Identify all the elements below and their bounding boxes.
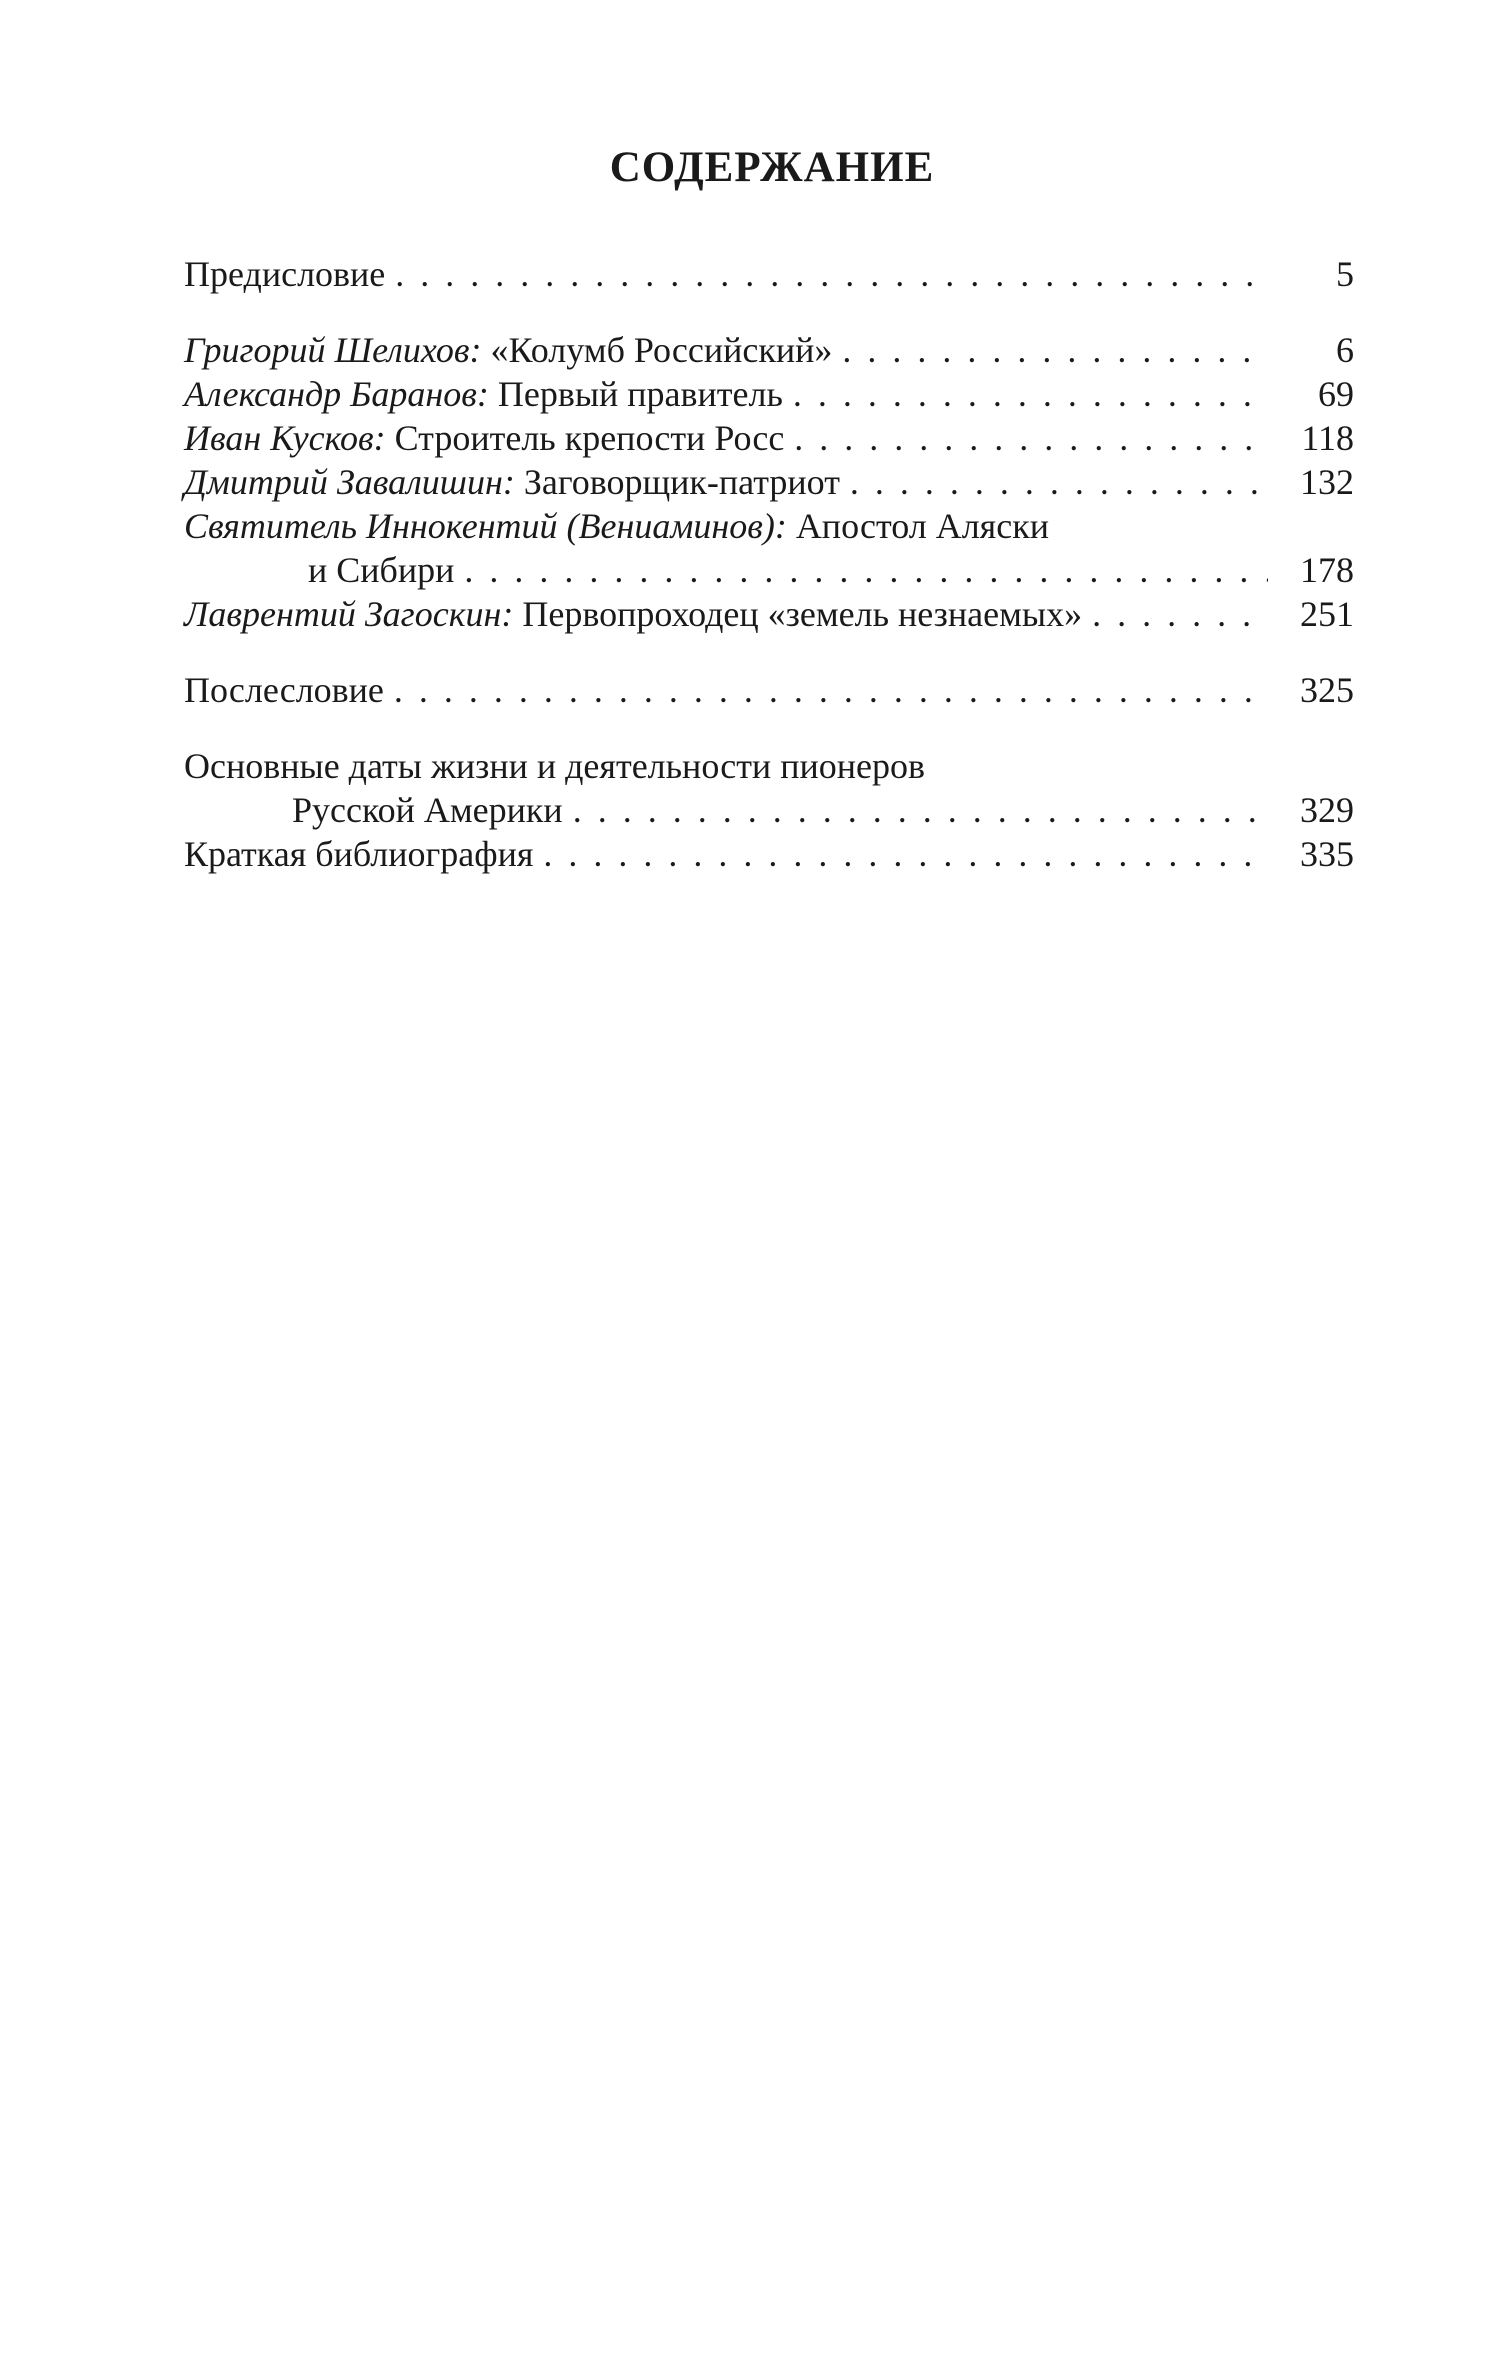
toc-page-number: 132: [1300, 462, 1354, 502]
leader-dots: [793, 372, 1268, 416]
chapter-title: Первый правитель: [488, 374, 783, 414]
chapter-author: Лаврентий Загоскин:: [184, 594, 514, 634]
toc-label: [184, 372, 783, 416]
toc-label: Краткая библиография: [184, 834, 534, 874]
toc-label: [184, 592, 1082, 636]
page-title: СОДЕРЖАНИЕ: [609, 144, 935, 191]
toc-entry-chapter-6[interactable]: [184, 592, 1354, 636]
toc-page-number: 325: [1300, 670, 1354, 710]
chapter-title: Заговорщик-патриот: [514, 462, 840, 502]
table-of-contents: [184, 252, 1354, 876]
toc-entry-chapter-3[interactable]: [184, 416, 1354, 460]
toc-entry-chapter-5[interactable]: [184, 504, 1354, 592]
chapter-title: Первопроходец «земель незнаемых»: [513, 594, 1083, 634]
toc-page-number: 335: [1300, 834, 1354, 874]
leader-dots: [543, 832, 1268, 876]
toc-entry-chapter-2[interactable]: [184, 372, 1354, 416]
toc-label: [184, 504, 1049, 548]
toc-entry-bibliography[interactable]: [184, 832, 1354, 876]
toc-label: [184, 460, 840, 504]
toc-entry-preface[interactable]: [184, 252, 1354, 296]
toc-label: [184, 328, 832, 372]
chapter-title-continued: и Сибири: [308, 550, 455, 590]
toc-page-number: 5: [1336, 254, 1354, 294]
chapter-author: Иван Кусков:: [184, 418, 386, 458]
toc-label: Основные даты жизни и деятельности пионеров: [184, 746, 925, 786]
toc-page-number: 178: [1300, 550, 1354, 590]
leader-dots: [1092, 592, 1268, 636]
toc-page-number: 329: [1300, 790, 1354, 830]
leader-dots: [842, 328, 1268, 372]
toc-label: [184, 416, 784, 460]
toc-entry-chapter-1[interactable]: [184, 328, 1354, 372]
leader-dots: [395, 252, 1268, 296]
chapter-title: Строитель крепости Росс: [385, 418, 785, 458]
toc-page-number: 69: [1318, 374, 1354, 414]
toc-label: Послесловие: [184, 670, 384, 710]
chapter-author: Александр Баранов:: [184, 374, 489, 414]
leader-dots: [573, 788, 1268, 832]
leader-dots: [850, 460, 1268, 504]
toc-label: Предисловие: [184, 254, 386, 294]
leader-dots: [794, 416, 1268, 460]
leader-dots: [464, 548, 1268, 592]
leader-dots: [394, 668, 1268, 712]
chapter-author: Святитель Иннокентий (Вениаминов):: [184, 506, 787, 546]
chapter-author: Дмитрий Завалишин:: [184, 462, 515, 502]
chapter-author: Григорий Шелихов:: [184, 330, 482, 370]
toc-entry-chapter-4[interactable]: [184, 460, 1354, 504]
toc-entry-dates[interactable]: [184, 744, 1354, 832]
toc-label-continued: Русской Америки: [292, 790, 563, 830]
chapter-title: Апостол Аляски: [786, 506, 1049, 546]
toc-entry-afterword[interactable]: [184, 668, 1354, 712]
chapter-title: «Колумб Российский»: [481, 330, 833, 370]
toc-page-number: 118: [1301, 418, 1354, 458]
toc-page-number: 251: [1300, 594, 1354, 634]
toc-page-number: 6: [1336, 330, 1354, 370]
